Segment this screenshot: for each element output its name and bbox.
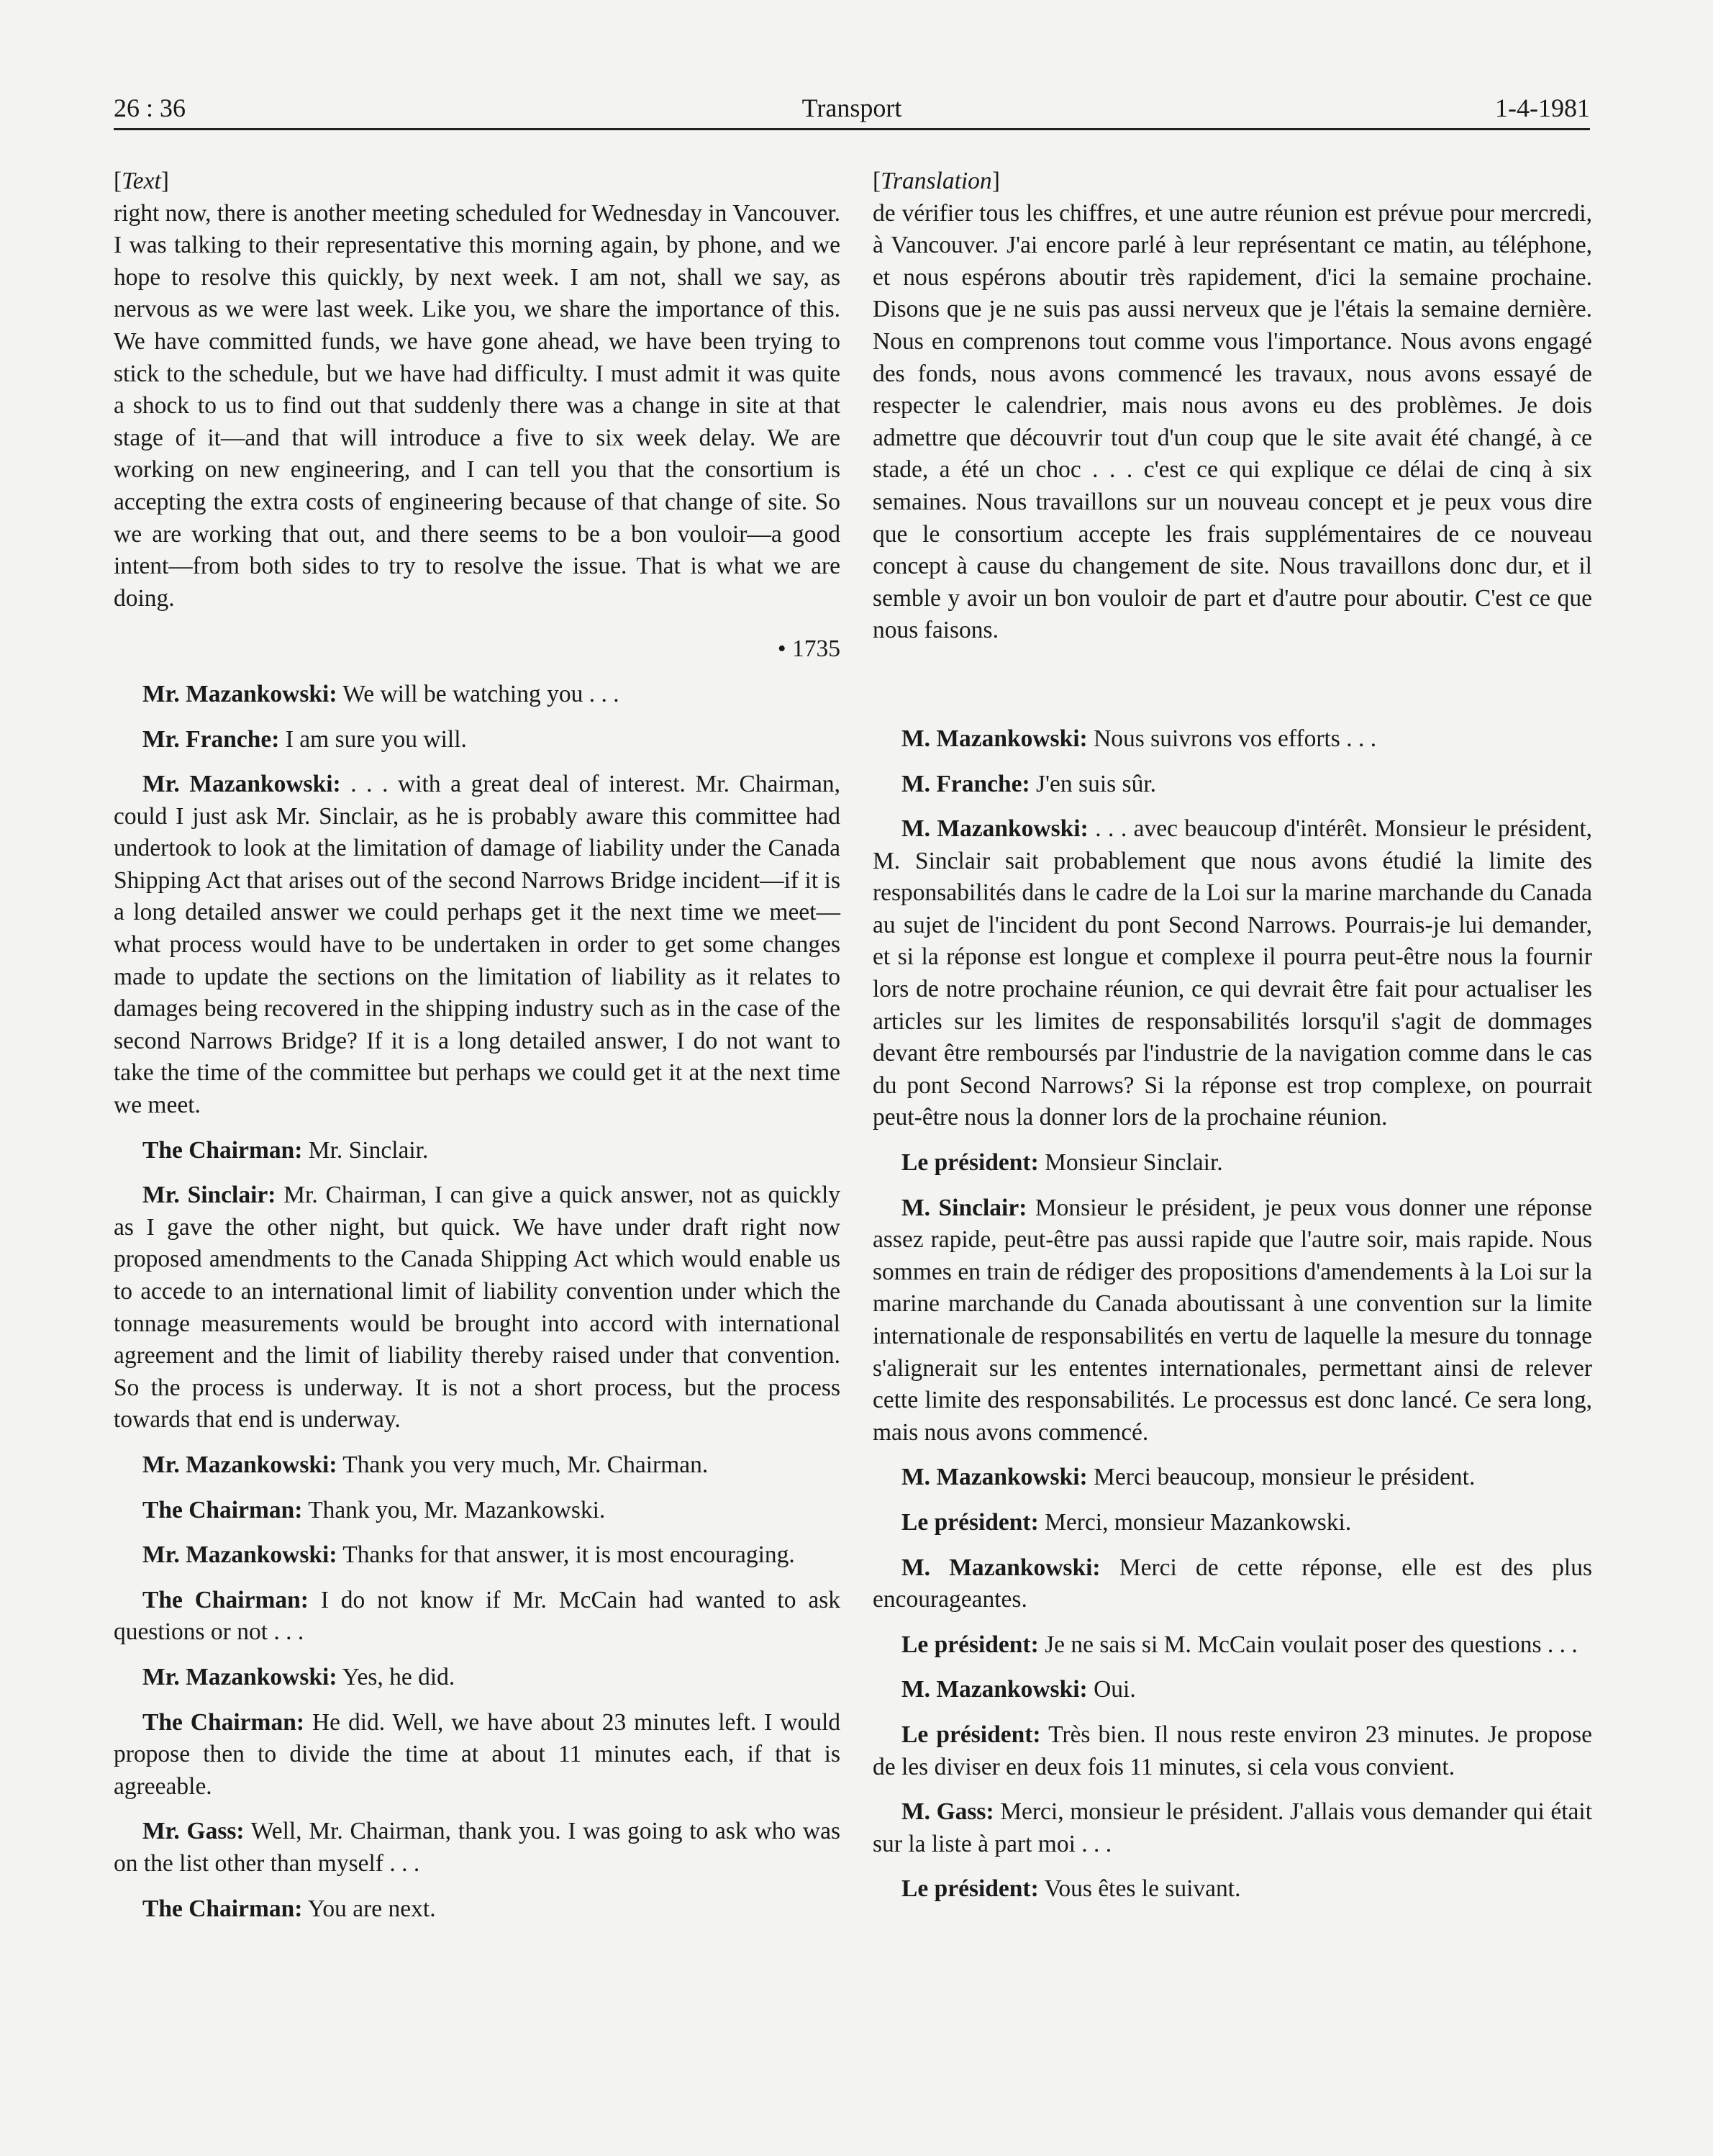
page-date: 1-4-1981 [1495,94,1590,122]
speech-text: J'en suis sûr. [1035,770,1157,797]
speaker-name: Le président: [901,1721,1041,1748]
speech-text: He did. Well, we have about 23 minutes left. I would propose then to divide the time at about 11 minutes each, if that is agreeable. [114,1708,840,1800]
speaker-name: The Chairman: [142,1895,303,1922]
speech-text: Merci beaucoup, monsieur le président. [1094,1464,1476,1491]
column-label: [Translation] [873,168,1000,194]
speech-paragraph [873,1192,1592,1449]
speaker-name: Le président: [901,1875,1039,1903]
speaker-name: The Chairman: [142,1136,303,1164]
speech-text: I do not know if Mr. McCain had wanted to ask questions or not . . . [114,1586,840,1646]
page-title: Transport [801,94,902,122]
speech-text: Yes, he did. [342,1663,455,1690]
speech-paragraph [873,1674,1592,1706]
speaker-name: M. Gass: [901,1798,994,1826]
speech-text: Thank you very much, Mr. Chairman. [342,1451,709,1478]
speech-paragraph [114,1449,840,1482]
speaker-name: Le président: [901,1149,1039,1177]
speaker-name: Mr. Mazankowski: [142,1663,337,1690]
column-label: [Text] [114,168,169,194]
speaker-name: M. Mazankowski: [901,1554,1101,1581]
speaker-name: Mr. Mazankowski: [142,771,341,798]
marker-spacer [873,647,1592,710]
speaker-name: Mr. Mazankowski: [142,1541,337,1569]
speech-text: Merci, monsieur Mazankowski. [1045,1508,1352,1536]
page-header [114,92,1590,130]
speech-paragraph [114,724,840,756]
speech-paragraph [873,769,1592,801]
exchange-list [114,679,840,1925]
speech-text: Merci, monsieur le président. J'allais vous demander qui était sur la liste à part moi . . . [873,1798,1593,1857]
speech-paragraph [873,1552,1592,1616]
speech-text: I am sure you will. [285,725,467,753]
speaker-name: M. Mazankowski: [901,815,1089,843]
speaker-name: Mr. Mazankowski: [142,680,337,707]
speaker-name: M. Mazankowski: [901,1676,1088,1703]
speech-paragraph [873,723,1592,756]
speech-paragraph [114,1707,840,1803]
speaker-name: The Chairman: [142,1586,309,1613]
speech-paragraph [114,1135,840,1167]
speech-text: You are next. [307,1895,436,1922]
speech-text: . . . avec beaucoup d'intérêt. Monsieur le président, M. Sinclair sait probablement que nous avons étudié la limite des responsabilités dans le cadre de la Loi sur la marine marchande du Canada au sujet de l'incident du pont Second Narrows. Pourrais-je lui demander, et si la réponse est longue et complexe il pourra peut-être nous la fournir lors de notre prochaine réunion, ce qui devrait être fait pour actualiser les articles sur les limites de responsabilités lorsqu'il s'agit de dommages devant être remboursés par l'industrie de la navigation comme dans le cas du pont Second Narrows? Si la réponse est trop complexe, on pourrait peut-être nous la donner lors de la prochaine réunion. [873,815,1592,1131]
time-marker: • 1735 [777,635,840,663]
speaker-name: The Chairman: [142,1496,303,1523]
speaker-name: M. Mazankowski: [901,725,1088,752]
speech-paragraph [114,1179,840,1436]
speaker-name: M. Franche: [901,770,1030,797]
speech-paragraph [114,1585,840,1649]
speech-text: Vous êtes le suivant. [1044,1875,1241,1903]
opening-paragraph: right now, there is another meeting scheduled for Wednesday in Vancouver. I was talking to their representative this morning again, by phone, and we hope to resolve this quickly, by next week. I am not, shall we say, as nervous as we were last week. Like you, we share the importance of this. We have committed funds, we have gone ahead, we have been trying to stick to the schedule, but we have had difficulty. I must admit it was quite a shock to us to find out that suddenly there was a change in site at that stage of it—and that will introduce a five to six week delay. We are working on new engineering, and I can tell you that the consortium is accepting the extra costs of engineering because of that change of site. So we are working that out, and there seems to be a bon vouloir—a good intent—from both sides to try to resolve the issue. That is what we are doing. [114,199,840,612]
speaker-name: Mr. Gass: [142,1818,245,1845]
speech-paragraph [114,769,840,1122]
speech-text: Merci de cette réponse, elle est des plus encourageantes. [873,1554,1593,1613]
speech-paragraph [873,1629,1592,1662]
speech-text: Monsieur Sinclair. [1045,1149,1223,1177]
speaker-name: M. Mazankowski: [901,1464,1088,1491]
speech-text: We will be watching you . . . [342,680,619,707]
speech-paragraph [114,679,840,711]
english-column [114,166,840,1925]
opening-paragraph: de vérifier tous les chiffres, et une autre réunion est prévue pour mercredi, à Vancouver. J'ai encore parlé à leur représentant ce matin, au téléphone, et nous espérons aboutir très rapidement, d'ici la semaine prochaine. Disons que je ne suis pas aussi nerveux que je l'étais la semaine dernière. Nous en comprenons tout comme vous l'importance. Nous avons engagé des fonds, nous avons commencé les travaux, nous avons essayé de respecter le calendrier, mais nous avons eu des problèmes. Je dois admettre que découvrir tout d'un coup que le site avait été changé, à ce stade, a été un choc . . . c'est ce qui explique ce délai de cinq à six semaines. Nous travaillons sur un nouveau concept et je peux vous dire que le consortium accepte les frais supplémentaires de ce nouveau concept à cause du changement de site. Nous travaillons donc dur, et il semble y avoir un bon vouloir de part et d'autre pour aboutir. C'est ce que nous faisons. [873,199,1592,644]
speech-paragraph [873,1796,1592,1860]
speaker-name: Mr. Sinclair: [142,1182,276,1209]
speech-text: Oui. [1094,1676,1136,1703]
speech-paragraph [873,813,1592,1134]
speech-text: Très bien. Il nous reste environ 23 minutes. Je propose de les diviser en deux fois 11 minutes, si cela vous convient. [873,1721,1592,1780]
speech-paragraph [873,1147,1592,1179]
exchange-list [873,723,1592,1906]
speech-text: Thank you, Mr. Mazankowski. [308,1496,606,1523]
page-number: 26 : 36 [114,94,186,122]
speech-text: Thanks for that answer, it is most encouraging. [342,1541,795,1569]
speech-text: Well, Mr. Chairman, thank you. I was going to ask who was on the list other than myself . . . [114,1818,841,1877]
speech-paragraph [114,1539,840,1572]
speaker-name: M. Sinclair: [901,1194,1027,1221]
speech-text: Nous suivrons vos efforts . . . [1094,725,1377,752]
speech-text: Mr. Sinclair. [308,1136,429,1164]
french-column [873,166,1592,1906]
speaker-name: Mr. Mazankowski: [142,1451,337,1478]
speech-paragraph [114,1893,840,1926]
speech-paragraph [873,1462,1592,1494]
speaker-name: Le président: [901,1631,1039,1658]
speech-text: . . . with a great deal of interest. Mr. Chairman, could I just ask Mr. Sinclair, as he is probably aware this committee had undertook to look at the limitation of damage of liability under the Canada Shipping Act that arises out of the second Narrows Bridge incident—if it is a long detailed answer we could perhaps get it the next time we meet—what process would have to be undertaken in order to get some changes made to update the sections on the limitation of liability as it relates to damages being recovered in the shipping industry such as in the case of the second Narrows Bridge? If it is a long detailed answer, I do not want to take the time of the committee but perhaps we could get it at the next time we meet. [114,771,840,1119]
speech-text: Monsieur le président, je peux vous donner une réponse assez rapide, peut-être pas aussi rapide que l'autre soir, mais rapide. Nous sommes en train de rédiger des propositions d'amendements à la Loi sur la marine marchande du Canada aboutissant à une convention sur la limite internationale de responsabilités en vertu de laquelle la mesure du tonnage s'alignerait sur les ententes internationales, permettant ainsi de relever cette limite des responsabilités. Le processus est donc lancé. Ce sera long, mais nous avons commencé. [873,1194,1592,1446]
speaker-name: Le président: [901,1508,1039,1536]
speech-paragraph [114,1816,840,1880]
speech-paragraph [114,1495,840,1527]
speech-text: Je ne sais si M. McCain voulait poser des questions . . . [1045,1631,1578,1658]
speech-paragraph [873,1873,1592,1906]
speaker-name: The Chairman: [142,1708,304,1736]
speech-paragraph [114,1662,840,1694]
speaker-name: Mr. Franche: [142,725,280,753]
speech-paragraph [873,1719,1592,1783]
speech-paragraph [873,1507,1592,1539]
speech-text: Mr. Chairman, I can give a quick answer, not as quickly as I gave the other night, but quick. We have under draft right now proposed amendments to the Canada Shipping Act which would enable us to accede to an international limit of liability convention under which the tonnage measurements would be brought into accord with international agreement and the limit of liability thereby raised under that convention. So the process is underway. It is not a short process, but the process towards that end is underway. [114,1182,841,1433]
